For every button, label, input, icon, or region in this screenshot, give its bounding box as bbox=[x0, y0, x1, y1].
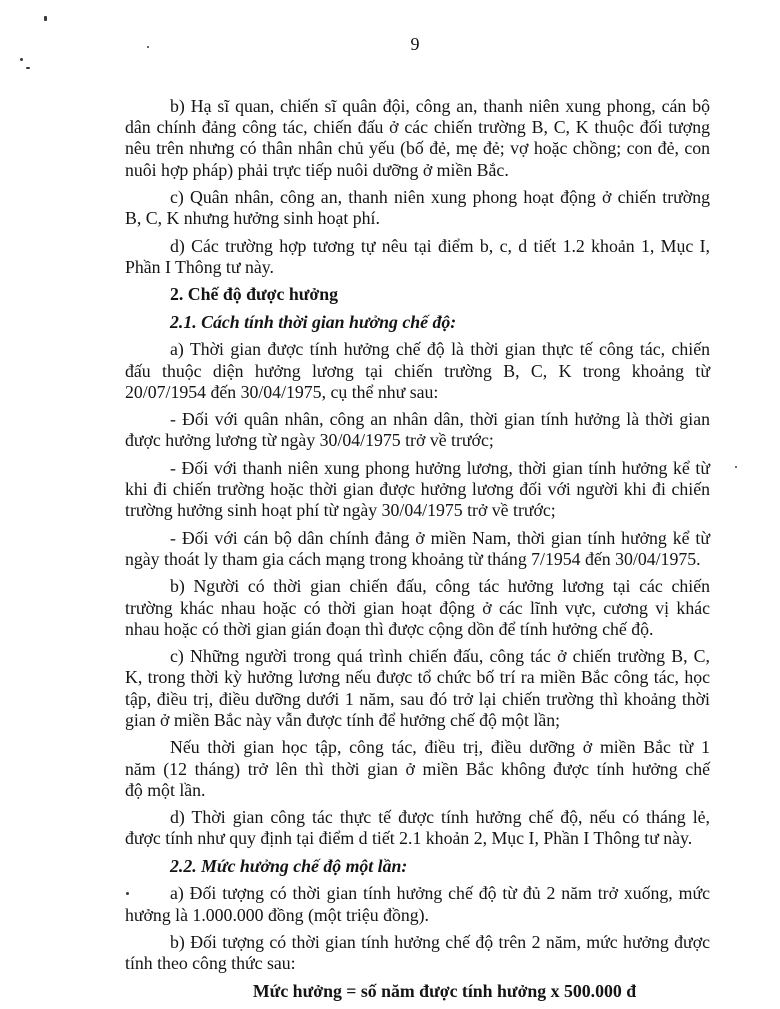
text-line: năm (12 tháng) trở lên thì thời gian ở miền Bắc không được tính hưởng chế bbox=[125, 758, 710, 779]
text-line: độ một lần. bbox=[125, 779, 206, 800]
item-c-paragraph bbox=[125, 187, 710, 229]
item-2-2-b-paragraph bbox=[125, 932, 710, 974]
item-2-2-a-paragraph bbox=[125, 883, 710, 925]
heading-text: 2.2. Mức hưởng chế độ một lần: bbox=[170, 855, 408, 876]
formula-line bbox=[125, 981, 710, 1002]
text-line: b) Hạ sĩ quan, chiến sĩ quân đội, công an, thanh niên xung phong, cán bộ bbox=[170, 96, 710, 116]
item-2-1-d-paragraph bbox=[125, 807, 710, 849]
dash-item-cadres bbox=[125, 528, 710, 570]
text-line: B, C, K nhưng hưởng sinh hoạt phí. bbox=[125, 208, 380, 229]
text-line: dân chính đảng công tác, chiến đấu ở các chiến trường B, C, K thuộc đối tượng bbox=[125, 117, 710, 138]
text-line: d) Các trường hợp tương tự nêu tại điểm b, c, d tiết 1.2 khoản 1, Mục I, bbox=[170, 235, 710, 256]
text-line: 20/07/1954 đến 30/04/1975, cụ thể như sau: bbox=[125, 381, 439, 402]
dash-item-military bbox=[125, 409, 710, 451]
text-line: được hưởng lương từ ngày 30/04/1975 trở về trước; bbox=[125, 430, 494, 451]
text-line: Nếu thời gian học tập, công tác, điều trị, điều dưỡng ở miền Bắc từ 1 bbox=[170, 737, 710, 758]
heading-text: 2.1. Cách tính thời gian hưởng chế độ: bbox=[170, 311, 457, 332]
text-line: b) Đối tượng có thời gian tính hưởng chế độ trên 2 năm, mức hưởng được bbox=[170, 932, 710, 953]
scan-speck bbox=[147, 46, 149, 48]
text-line: a) Thời gian được tính hưởng chế độ là thời gian thực tế công tác, chiến bbox=[170, 339, 710, 360]
text-line: c) Quân nhân, công an, thanh niên xung phong hoạt động ở chiến trường bbox=[170, 187, 710, 208]
text-line: tính theo công thức sau: bbox=[125, 953, 296, 974]
subsection-2-1-heading bbox=[125, 312, 710, 333]
text-line: - Đối với cán bộ dân chính đảng ở miền Nam, thời gian tính hưởng kể từ bbox=[170, 527, 710, 548]
text-line: khi đi chiến trường hoặc thời gian được hưởng lương đối với người khi đi chiến bbox=[125, 479, 710, 500]
note-paragraph bbox=[125, 737, 710, 801]
document-body bbox=[125, 96, 710, 1002]
item-2-1-a-paragraph bbox=[125, 339, 710, 403]
text-line: nhau hoặc có thời gian gián đoạn thì được cộng dồn để tính hưởng chế độ. bbox=[125, 618, 654, 639]
dash-item-youth-volunteers bbox=[125, 458, 710, 522]
text-line: nuôi hợp pháp) phải trực tiếp nuôi dưỡng ở miền Bắc. bbox=[125, 159, 509, 180]
heading-text: 2. Chế độ được hưởng bbox=[170, 284, 339, 305]
scan-speck bbox=[20, 58, 23, 61]
text-line: trường hưởng sinh hoạt phí từ ngày 30/04/1975 trở về trước; bbox=[125, 500, 556, 521]
text-line: a) Đối tượng có thời gian tính hưởng chế độ từ đủ 2 năm trở xuống, mức bbox=[170, 883, 710, 904]
text-line: trường khác nhau hoặc có thời gian hoạt động ở các lĩnh vực, cương vị khác bbox=[125, 597, 710, 618]
subsection-2-2-heading bbox=[125, 856, 710, 877]
text-line: được tính như quy định tại điểm d tiết 2.1 khoản 2, Mục I, Phần I Thông tư này. bbox=[125, 828, 693, 849]
text-line: ngày thoát ly tham gia cách mạng trong khoảng từ tháng 7/1954 đến 30/04/1975. bbox=[125, 548, 701, 569]
scan-speck bbox=[735, 466, 737, 468]
page-number: 9 bbox=[410, 34, 420, 54]
text-line: c) Những người trong quá trình chiến đấu, công tác ở chiến trường B, C, bbox=[170, 646, 710, 667]
item-d-paragraph bbox=[125, 236, 710, 278]
formula-text: Mức hưởng = số năm được tính hưởng x 500.000 đ bbox=[252, 980, 637, 1001]
item-2-1-c-paragraph bbox=[125, 646, 710, 731]
text-line: hưởng là 1.000.000 đồng (một triệu đồng). bbox=[125, 904, 430, 925]
text-line: tập, điều trị, điều dưỡng dưới 1 năm, sau đó trở lại chiến trường thì khoảng thời bbox=[125, 688, 710, 709]
text-line: nêu trên nhưng có thân nhân chủ yếu (bố đẻ, mẹ đẻ; vợ hoặc chồng; con đẻ, con bbox=[125, 138, 710, 159]
text-line: gian ở miền Bắc này vẫn được tính để hưởng chế độ một lần; bbox=[125, 709, 561, 730]
text-line: - Đối với quân nhân, công an nhân dân, thời gian tính hưởng là thời gian bbox=[170, 409, 710, 430]
text-line: K, trong thời kỳ hưởng lương nếu được tổ chức bố trí ra miền Bắc công tác, học bbox=[125, 667, 710, 688]
text-line: Phần I Thông tư này. bbox=[125, 256, 274, 277]
item-2-1-b-paragraph bbox=[125, 576, 710, 640]
item-b-paragraph bbox=[125, 96, 710, 181]
text-line: d) Thời gian công tác thực tế được tính hưởng chế độ, nếu có tháng lẻ, bbox=[170, 807, 710, 828]
text-line: đấu thuộc diện hưởng lương tại chiến trường B, C, K trong khoảng từ bbox=[125, 360, 710, 381]
text-line: - Đối với thanh niên xung phong hưởng lương, thời gian tính hưởng kể từ bbox=[170, 457, 710, 478]
text-line: b) Người có thời gian chiến đấu, công tác hưởng lương tại các chiến bbox=[170, 576, 710, 597]
scan-speck bbox=[44, 16, 47, 21]
scan-speck bbox=[26, 67, 30, 69]
section-2-heading bbox=[125, 284, 710, 305]
